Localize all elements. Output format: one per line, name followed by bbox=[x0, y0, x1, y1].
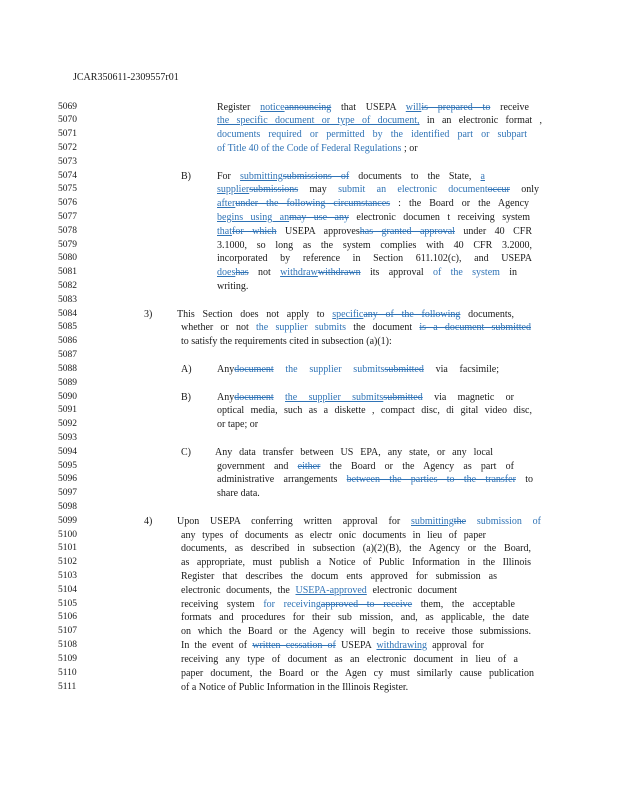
text-line bbox=[177, 516, 541, 527]
inserted-text: does bbox=[217, 267, 236, 279]
text-run: incorporated by reference in Section 611.102(c), and USEPA bbox=[217, 253, 532, 265]
line-number: 5084 bbox=[58, 308, 77, 319]
line-number: 5088 bbox=[58, 363, 77, 374]
text-line bbox=[215, 447, 493, 458]
text-run: as appropriate, must publish a Notice of Public Information in the Illinois bbox=[181, 557, 531, 569]
line-number: 5110 bbox=[58, 667, 77, 678]
text-line bbox=[217, 488, 260, 499]
inserted-text: the specific document or type of document, bbox=[217, 115, 420, 127]
inserted-text: after bbox=[217, 198, 236, 210]
text-run: share data. bbox=[217, 488, 260, 500]
text-line bbox=[177, 309, 514, 320]
line-number: 5096 bbox=[58, 474, 77, 485]
text-line bbox=[217, 171, 485, 182]
line-number: 5109 bbox=[58, 653, 77, 664]
text-line bbox=[181, 599, 515, 610]
text-run: in bbox=[499, 267, 518, 279]
text-run bbox=[274, 364, 286, 375]
text-run: via magnetic or bbox=[422, 391, 515, 403]
revised-text: for receiving bbox=[263, 598, 321, 610]
text-line bbox=[217, 419, 258, 430]
text-run: to bbox=[515, 474, 533, 486]
text-run: paper document, the Board or the Agen cy must similarly cause publication bbox=[181, 667, 534, 679]
line-number: 5091 bbox=[58, 405, 77, 416]
revised-text: documents required or permitted by the identified part or subpart bbox=[217, 129, 527, 141]
text-run: that USEPA bbox=[331, 101, 406, 113]
deleted-text: submitted bbox=[384, 363, 424, 375]
line-number: 5083 bbox=[58, 294, 77, 305]
text-run: on which the Board or the Agency will begin to receive those submissions. bbox=[181, 626, 531, 638]
revised-text: submission of bbox=[476, 515, 542, 527]
text-run: writing. bbox=[217, 281, 249, 293]
inserted-text: the supplier submits bbox=[285, 391, 384, 403]
revised-text: the supplier submits bbox=[256, 322, 346, 334]
text-run: receive bbox=[490, 101, 529, 113]
text-run: receiving system bbox=[181, 598, 264, 610]
list-marker: A) bbox=[181, 363, 192, 375]
deleted-text: submitted bbox=[383, 391, 423, 403]
text-line bbox=[181, 626, 531, 637]
text-line bbox=[181, 612, 529, 623]
text-run: documents, as described in subsection (a)(2)(B), the Agency or the Board, bbox=[181, 543, 531, 555]
line-number: 5099 bbox=[58, 515, 77, 526]
text-line bbox=[217, 461, 514, 472]
text-run: receiving any type of document as an electronic document in lieu of a bbox=[181, 653, 518, 665]
line-number: 5097 bbox=[58, 488, 77, 499]
inserted-text: withdraw bbox=[280, 267, 318, 279]
inserted-text: submitting bbox=[411, 515, 454, 527]
line-number: 5090 bbox=[58, 391, 77, 402]
text-run: may bbox=[298, 184, 339, 196]
text-line bbox=[217, 281, 248, 292]
inserted-text: a bbox=[480, 170, 485, 182]
text-run: in an electronic format , bbox=[419, 115, 542, 127]
line-number: 5106 bbox=[58, 612, 77, 623]
line-number: 5081 bbox=[58, 267, 77, 278]
text-line bbox=[217, 267, 517, 278]
text-run: Register bbox=[217, 101, 261, 113]
text-run: under 40 CFR bbox=[454, 225, 532, 237]
line-number: 5093 bbox=[58, 432, 77, 443]
inserted-text: withdrawing bbox=[376, 640, 427, 652]
deleted-text: is a document submitted bbox=[419, 322, 531, 334]
deleted-text: written cessation of bbox=[252, 640, 336, 652]
deleted-text: between the parties to the transfer bbox=[346, 474, 516, 486]
revised-text: of the system bbox=[432, 267, 500, 279]
line-number: 5092 bbox=[58, 419, 77, 430]
line-number: 5071 bbox=[58, 129, 77, 140]
text-line bbox=[181, 682, 408, 693]
deleted-text: any of the following bbox=[363, 308, 461, 320]
text-run: them, the acceptable bbox=[412, 598, 515, 610]
text-line bbox=[181, 530, 486, 541]
text-run: Register that describes the docum ents approved for submission as bbox=[181, 571, 497, 583]
text-line bbox=[217, 364, 499, 375]
text-run: approval for bbox=[427, 640, 484, 652]
revised-text: of Title 40 of the Code of Federal Regulations bbox=[217, 142, 402, 154]
line-number: 5079 bbox=[58, 239, 77, 250]
inserted-text: specific bbox=[332, 308, 364, 320]
text-line bbox=[181, 557, 531, 568]
text-run: USEPA bbox=[335, 640, 377, 652]
text-run: government and bbox=[217, 460, 298, 472]
deleted-text: approved to receive bbox=[320, 598, 413, 610]
deleted-text: announcing bbox=[284, 101, 332, 113]
list-marker: 4) bbox=[144, 515, 153, 527]
text-line bbox=[217, 198, 529, 209]
text-line bbox=[181, 654, 518, 665]
text-line bbox=[181, 640, 484, 651]
text-run: : the Board or the Agency bbox=[390, 198, 530, 210]
list-marker: B) bbox=[181, 170, 191, 182]
text-run: of a Notice of Public Information in the Illinois Register. bbox=[181, 681, 409, 693]
text-run: documents to the State, bbox=[349, 170, 481, 182]
inserted-text: will bbox=[405, 101, 422, 113]
deleted-text: has granted approval bbox=[359, 225, 455, 237]
text-run: In the event of bbox=[181, 640, 253, 652]
line-number: 5103 bbox=[58, 571, 77, 582]
line-number: 5080 bbox=[58, 253, 77, 264]
deleted-text: submissions of bbox=[282, 170, 350, 182]
text-line bbox=[217, 212, 530, 223]
line-number: 5098 bbox=[58, 501, 77, 512]
text-run: electronic documents, the bbox=[181, 584, 296, 596]
line-number: 5078 bbox=[58, 225, 77, 236]
deleted-text: occur bbox=[487, 184, 510, 196]
text-run: administrative arrangements bbox=[217, 474, 347, 486]
text-run: or tape; or bbox=[217, 419, 259, 431]
text-run: This Section does not apply to bbox=[177, 308, 333, 320]
text-run: not bbox=[248, 267, 281, 279]
text-run: electronic document bbox=[366, 584, 457, 596]
line-number: 5095 bbox=[58, 460, 77, 471]
deleted-text: withdrawn bbox=[317, 267, 361, 279]
line-number: 5089 bbox=[58, 377, 77, 388]
deleted-text: document bbox=[234, 391, 274, 403]
deleted-text: may use any bbox=[289, 211, 349, 223]
deleted-text: document bbox=[234, 363, 274, 375]
text-run: ; or bbox=[401, 142, 418, 154]
revised-text: submit an electronic document bbox=[338, 184, 488, 196]
inserted-text: supplier bbox=[217, 184, 250, 196]
document-header: JCAR350611-2309557r01 bbox=[73, 72, 179, 83]
line-number: 5107 bbox=[58, 626, 77, 637]
text-run: optical media, such as a diskette , compact disc, di gital video disc, bbox=[217, 405, 532, 417]
text-line bbox=[181, 585, 457, 596]
text-run: Any bbox=[217, 391, 235, 403]
text-run: For bbox=[217, 170, 241, 182]
text-line bbox=[181, 322, 531, 333]
text-run: Upon USEPA conferring written approval for bbox=[177, 515, 411, 527]
line-number: 5070 bbox=[58, 115, 77, 126]
text-line bbox=[217, 405, 532, 416]
line-number: 5073 bbox=[58, 156, 77, 167]
text-line bbox=[217, 115, 542, 126]
text-line bbox=[217, 143, 418, 154]
deleted-text: the bbox=[453, 515, 467, 527]
revised-text: the supplier submits bbox=[285, 363, 385, 375]
inserted-text: that bbox=[217, 225, 232, 237]
text-run: electronic documen t receiving system bbox=[348, 211, 530, 223]
text-line bbox=[181, 543, 531, 554]
line-number: 5100 bbox=[58, 529, 77, 540]
deleted-text: for which bbox=[232, 225, 277, 237]
deleted-text: is prepared to bbox=[421, 101, 491, 113]
text-line bbox=[217, 240, 532, 251]
text-run: USEPA approves bbox=[276, 225, 360, 237]
inserted-text: submitting bbox=[240, 170, 283, 182]
line-number: 5102 bbox=[58, 557, 77, 568]
deleted-text: either bbox=[297, 460, 321, 472]
list-marker: B) bbox=[181, 391, 191, 403]
text-line bbox=[217, 474, 533, 485]
line-number: 5108 bbox=[58, 640, 77, 651]
deleted-text: has bbox=[235, 267, 249, 279]
line-number: 5101 bbox=[58, 543, 77, 554]
text-run bbox=[274, 392, 285, 403]
text-run: any types of documents as electr onic documents in lieu of paper bbox=[181, 529, 486, 541]
text-run: Any bbox=[217, 363, 235, 375]
text-line bbox=[217, 253, 532, 264]
line-number: 5075 bbox=[58, 184, 77, 195]
text-run: the Board or the Agency as part of bbox=[320, 460, 514, 472]
text-line bbox=[181, 668, 534, 679]
text-line bbox=[217, 184, 539, 195]
text-run: to satisfy the requirements cited in subsection (a)(1): bbox=[181, 336, 392, 348]
line-number: 5087 bbox=[58, 350, 77, 361]
line-number: 5104 bbox=[58, 584, 77, 595]
line-number: 5082 bbox=[58, 281, 77, 292]
text-run: whether or not bbox=[181, 322, 256, 334]
list-marker: 3) bbox=[144, 308, 153, 320]
deleted-text: submissions bbox=[249, 184, 299, 196]
inserted-text: notice bbox=[260, 101, 285, 113]
line-number: 5094 bbox=[58, 446, 77, 457]
text-line bbox=[181, 336, 392, 347]
text-run: 3.1000, so long as the system complies with 40 CFR 3.2000, bbox=[217, 239, 532, 251]
text-run: formats and procedures for their sub mission, and, as applicable, the date bbox=[181, 612, 529, 624]
line-number: 5069 bbox=[58, 101, 77, 112]
text-run: documents, bbox=[460, 308, 514, 320]
text-line bbox=[217, 102, 529, 113]
line-number: 5085 bbox=[58, 322, 77, 333]
text-run: Any data transfer between US EPA, any state, or any local bbox=[215, 446, 493, 458]
text-run: via facsimile; bbox=[423, 363, 499, 375]
text-run bbox=[466, 516, 477, 527]
line-number: 5074 bbox=[58, 170, 77, 181]
text-run: the document bbox=[346, 322, 420, 334]
line-number: 5076 bbox=[58, 198, 77, 209]
inserted-text: USEPA-approved bbox=[295, 584, 367, 596]
text-line bbox=[217, 392, 514, 403]
text-line bbox=[217, 226, 532, 237]
line-number: 5086 bbox=[58, 336, 77, 347]
line-number: 5077 bbox=[58, 211, 77, 222]
text-line bbox=[217, 129, 527, 140]
text-run: its approval bbox=[360, 267, 433, 279]
list-marker: C) bbox=[181, 446, 191, 458]
line-number: 5105 bbox=[58, 598, 77, 609]
deleted-text: under the following circumstances bbox=[235, 198, 391, 210]
text-run: only bbox=[509, 184, 540, 196]
text-line bbox=[181, 571, 497, 582]
inserted-text: begins using an bbox=[217, 211, 290, 223]
line-number: 5072 bbox=[58, 142, 77, 153]
line-number: 5111 bbox=[58, 681, 77, 692]
